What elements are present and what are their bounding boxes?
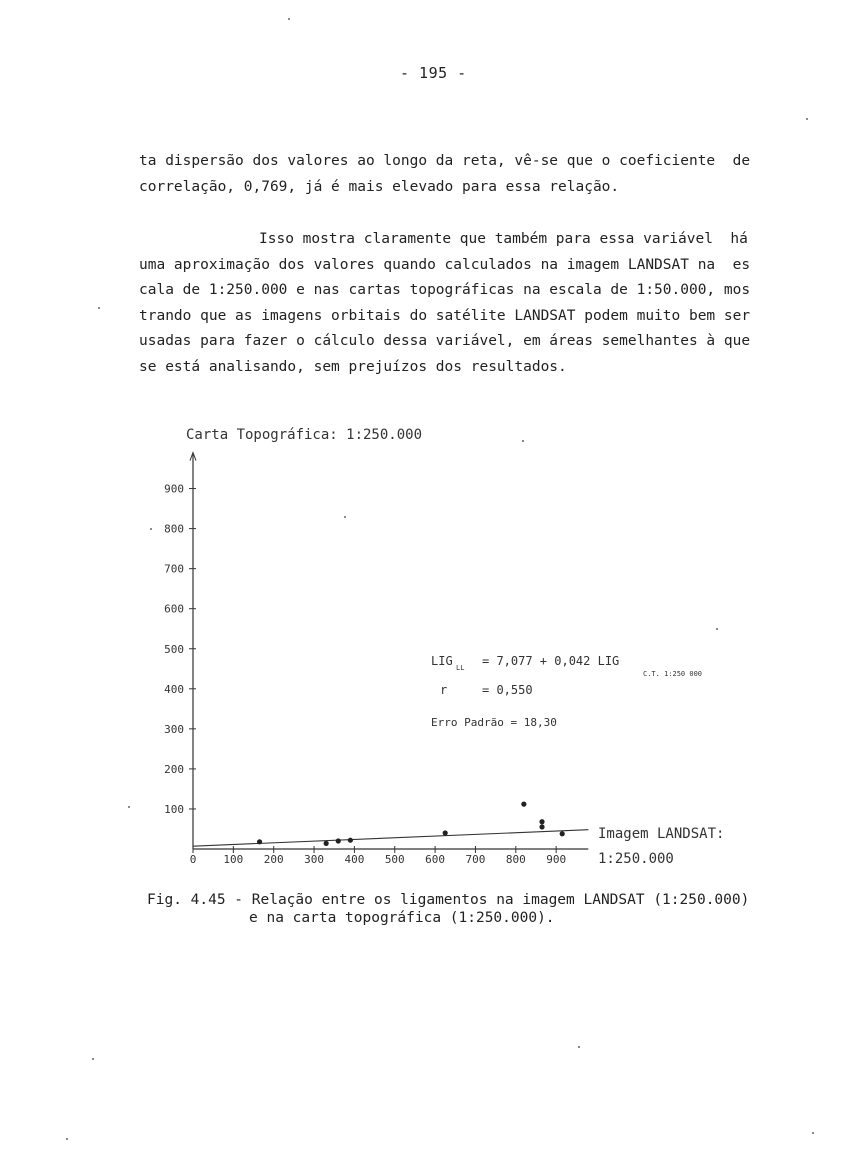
regression-annotation: [431, 654, 702, 729]
data-point: [560, 831, 565, 836]
y-tick-label: 700: [164, 562, 184, 576]
data-point: [521, 802, 526, 807]
x-tick-label: 0: [189, 853, 197, 866]
x-tick-label: 500: [384, 853, 405, 866]
y-tick-label: 900: [164, 482, 184, 496]
scan-speck: [128, 806, 130, 808]
data-point: [539, 824, 544, 829]
x-tick-label: 800: [505, 853, 526, 866]
x-tick-label: 700: [465, 853, 486, 866]
scan-speck: [66, 1138, 68, 1140]
y-tick-label: 300: [164, 722, 184, 736]
paragraph-line: ta dispersão dos valores ao longo da reta, vê-se que o coeficiente de: [139, 153, 751, 169]
data-point: [257, 839, 262, 844]
scan-speck: [522, 440, 524, 442]
scan-speck: [812, 1132, 814, 1134]
x-tick-label: 600: [425, 853, 446, 866]
paragraph-line: se está analisando, sem prejuízos dos resultados.: [139, 358, 567, 375]
standard-error: Erro Padrão = 18,30: [431, 716, 557, 729]
x-tick-label: 900: [546, 853, 567, 866]
correlation-lhs: r: [440, 683, 448, 697]
scan-speck: [288, 18, 290, 20]
scan-speck: [344, 516, 346, 518]
x-axis-title-line-1: Imagem LANDSAT:: [598, 826, 725, 842]
equation-lhs-subscript: LL: [456, 664, 465, 672]
data-point: [348, 838, 353, 843]
paragraph-line: trando que as imagens orbitais do satélite LANDSAT podem muito bem ser: [139, 307, 751, 324]
caption-line-2: e na carta topográfica (1:250.000).: [249, 910, 555, 926]
y-tick-label: 500: [164, 642, 184, 656]
y-tick-label: 600: [164, 602, 184, 616]
paragraph-line: cala de 1:250.000 e nas cartas topográficas na escala de 1:50.000, mos: [139, 282, 751, 298]
scan-speck: [98, 307, 100, 309]
figure-caption: [147, 891, 749, 927]
y-axis-title: Carta Topográfica: 1:250.000: [186, 427, 423, 443]
data-point: [324, 841, 329, 846]
equation-rhs: = 7,077 + 0,042 LIG: [482, 654, 620, 668]
x-axis-title-line-2: 1:250.000: [598, 851, 674, 867]
paragraph-line: Isso mostra claramente que também para essa variável há: [259, 231, 748, 247]
paragraph-line: usadas para fazer o cálculo dessa variável, em áreas semelhantes à que: [139, 333, 751, 349]
scan-speck: [92, 1058, 94, 1060]
data-point: [336, 838, 341, 843]
x-tick-label: 100: [223, 853, 244, 866]
y-tick-label: 200: [164, 762, 184, 776]
scan-speck: [150, 528, 152, 530]
x-tick-label: 200: [263, 853, 284, 866]
paragraph-line: correlação, 0,769, já é mais elevado para essa relação.: [139, 178, 620, 195]
paragraph-line: uma aproximação dos valores quando calculados na imagem LANDSAT na es: [139, 256, 751, 273]
equation-rhs-subscript: C.T. 1:250 000: [643, 670, 703, 678]
y-tick-label: 100: [164, 802, 184, 816]
data-point: [539, 819, 544, 824]
caption-line-1: Fig. 4.45 - Relação entre os ligamentos na imagem LANDSAT (1:250.000): [147, 892, 750, 908]
scan-speck: [578, 1046, 580, 1048]
correlation-rhs: = 0,550: [482, 683, 533, 697]
data-point: [443, 830, 448, 835]
x-tick-label: 400: [344, 853, 365, 866]
page-number: - 195 -: [400, 64, 467, 82]
y-tick-label: 800: [164, 522, 184, 536]
y-tick-label: 400: [164, 682, 184, 696]
equation-lhs: LIG: [431, 654, 453, 668]
scan-speck: [806, 118, 808, 120]
regression-line: [193, 830, 588, 846]
x-tick-label: 300: [304, 853, 324, 866]
scan-speck: [716, 628, 718, 630]
